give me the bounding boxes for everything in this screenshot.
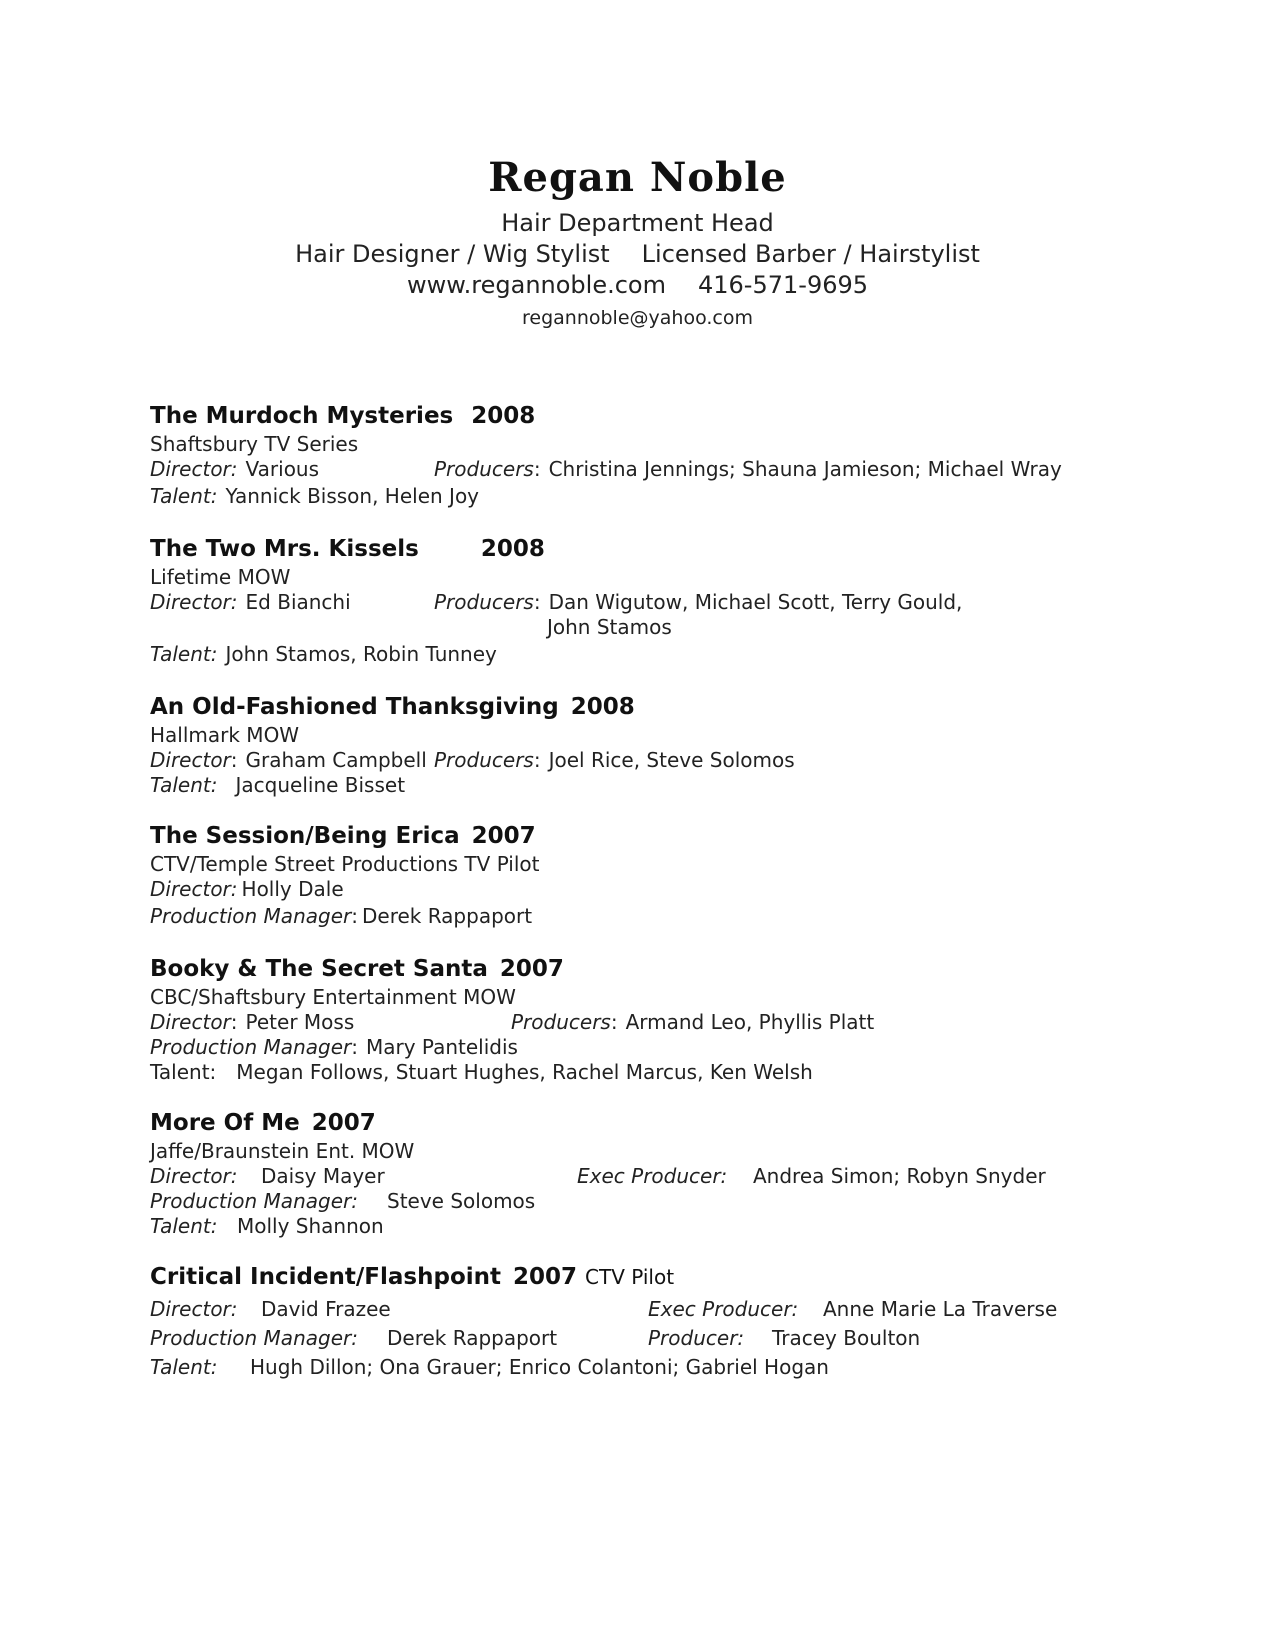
talent-value: Hugh Dillon; Ona Grauer; Enrico Colantoni; Gabriel Hogan — [250, 1355, 829, 1379]
credit-title — [150, 691, 1210, 723]
production-type: Jaffe/Braunstein Ent. MOW — [150, 1139, 415, 1163]
credit-entry — [150, 400, 1210, 511]
director-exec-line — [150, 1295, 1210, 1324]
production-name: More Of Me — [150, 1110, 300, 1136]
talent-label: Talent: — [150, 484, 218, 508]
contact-line — [0, 270, 1275, 301]
production-manager-value: Mary Pantelidis — [365, 1035, 518, 1059]
production-manager-line: Production Manager: Mary Pantelidis — [150, 1035, 518, 1059]
email-link[interactable]: regannoble@yahoo.com — [522, 307, 753, 329]
production-manager-value: Steve Solomos — [387, 1189, 536, 1213]
talent-label: Talent: — [150, 1060, 217, 1084]
production-year: 2007 — [499, 956, 564, 982]
producers-label: Producers — [511, 1010, 611, 1034]
production-manager-line: Production Manager: Derek Rappaport — [150, 904, 533, 928]
production-year: 2008 — [480, 536, 545, 562]
production-name: Critical Incident/Flashpoint — [150, 1264, 502, 1290]
production-year: 2007 — [471, 823, 536, 849]
resume-header — [0, 148, 1275, 335]
talent-label: Talent: — [150, 642, 218, 666]
producers-label: Producers — [434, 457, 534, 481]
talent-line — [150, 640, 1210, 669]
director-label: Director: — [150, 590, 238, 614]
credit-entry — [150, 1261, 1210, 1382]
producers-continued-line — [150, 615, 1210, 640]
production-name: Booky & The Secret Santa — [150, 956, 488, 982]
exec-producer-value: Anne Marie La Traverse — [823, 1297, 1058, 1321]
phone-number: 416-571-9695 — [698, 271, 869, 299]
director-value: Ed Bianchi — [245, 590, 351, 614]
credit-entry — [150, 1107, 1210, 1239]
director-label: Director: — [150, 1164, 238, 1188]
skills-line — [0, 239, 1275, 270]
director-label: Director: — [150, 1297, 238, 1321]
producers-value: Dan Wigutow, Michael Scott, Terry Gould, — [548, 590, 963, 614]
credits-list — [150, 400, 1210, 1404]
talent-label: Talent: — [150, 773, 218, 797]
credit-entry — [150, 953, 1210, 1085]
talent-line — [150, 1214, 1210, 1239]
production-manager-line — [150, 1189, 1210, 1214]
talent-value: Molly Shannon — [237, 1214, 384, 1238]
director-label: Director: — [150, 457, 238, 481]
production-manager-label: Production Manager: — [150, 1326, 358, 1350]
skill-1: Hair Designer / Wig Stylist — [295, 240, 610, 268]
credit-title — [150, 820, 1210, 852]
talent-line — [150, 482, 1210, 511]
credit-title — [150, 953, 1210, 985]
director-producer-line: Director: Various Producers: Christina Jennings; Shauna Jamieson; Michael Wray — [150, 457, 1062, 481]
producers-value: Joel Rice, Steve Solomos — [548, 748, 795, 772]
director-value: Holly Dale — [241, 877, 344, 901]
production-name: An Old-Fashioned Thanksgiving — [150, 694, 559, 720]
talent-value: Megan Follows, Stuart Hughes, Rachel Marcus, Ken Welsh — [236, 1060, 813, 1084]
exec-producer-label: Exec Producer: — [577, 1164, 728, 1188]
production-year: 2008 — [570, 694, 635, 720]
producers-value: Armand Leo, Phyllis Platt — [625, 1010, 875, 1034]
director-label: Director: — [150, 877, 238, 901]
credit-entry — [150, 820, 1210, 931]
director-exec-line — [150, 1164, 1210, 1189]
production-manager-value: Derek Rappaport — [387, 1326, 558, 1350]
credit-entry — [150, 691, 1210, 798]
production-name: The Session/Being Erica — [150, 823, 460, 849]
production-suffix: CTV Pilot — [585, 1265, 675, 1289]
talent-value: John Stamos, Robin Tunney — [225, 642, 497, 666]
production-type: Hallmark MOW — [150, 723, 300, 747]
director-producer-line: Director: Ed Bianchi Producers: Dan Wigutow, Michael Scott, Terry Gould, — [150, 590, 963, 614]
director-label: Director — [150, 1010, 231, 1034]
producer-label: Producer: — [648, 1326, 745, 1350]
director-line — [150, 877, 1210, 902]
director-value: Peter Moss — [245, 1010, 355, 1034]
producers-value: Christina Jennings; Shauna Jamieson; Michael Wray — [548, 457, 1062, 481]
producers-continued: John Stamos — [547, 615, 672, 639]
production-type: CBC/Shaftsbury Entertainment MOW — [150, 985, 516, 1009]
exec-producer-value: Andrea Simon; Robyn Snyder — [753, 1164, 1046, 1188]
credit-entry — [150, 533, 1210, 669]
production-manager-label: Production Manager — [150, 904, 352, 928]
director-value: Graham Campbell — [245, 748, 427, 772]
director-producer-line: Director: Peter Moss Producers: Armand Leo, Phyllis Platt — [150, 1010, 875, 1034]
producers-label: Producers — [434, 590, 534, 614]
talent-label: Talent: — [150, 1355, 218, 1379]
credit-title — [150, 1261, 1210, 1293]
production-year: 2008 — [471, 403, 536, 429]
production-year: 2007 — [513, 1264, 578, 1290]
director-producer-line: Director: Graham Campbell Producers: Joel Rice, Steve Solomos — [150, 748, 795, 772]
credit-title — [150, 400, 1210, 432]
director-value: Daisy Mayer — [261, 1164, 385, 1188]
director-value: David Frazee — [261, 1297, 391, 1321]
producers-label: Producers — [434, 748, 534, 772]
production-type: Shaftsbury TV Series — [150, 432, 359, 456]
production-year: 2007 — [311, 1110, 376, 1136]
talent-line — [150, 1060, 1210, 1085]
website-link[interactable]: www.regannoble.com — [406, 271, 666, 299]
producer-value: Tracey Boulton — [772, 1326, 921, 1350]
production-type: Lifetime MOW — [150, 565, 291, 589]
director-value: Various — [245, 457, 320, 481]
credit-title — [150, 1107, 1210, 1139]
credit-title — [150, 533, 1210, 565]
production-type: CTV/Temple Street Productions TV Pilot — [150, 852, 540, 876]
talent-line — [150, 773, 1210, 798]
production-manager-value: Derek Rappaport — [361, 904, 533, 928]
production-manager-producer-line — [150, 1324, 1210, 1353]
talent-line — [150, 1353, 1210, 1382]
production-manager-label: Production Manager: — [150, 1189, 358, 1213]
director-label: Director — [150, 748, 231, 772]
talent-label: Talent: — [150, 1214, 218, 1238]
production-name: The Murdoch Mysteries — [150, 403, 454, 429]
talent-value: Jacqueline Bisset — [235, 773, 406, 797]
exec-producer-label: Exec Producer: — [648, 1297, 799, 1321]
person-name: Regan Noble — [488, 154, 787, 201]
production-manager-label: Production Manager — [150, 1035, 352, 1059]
production-name: The Two Mrs. Kissels — [150, 536, 419, 562]
talent-value: Yannick Bisson, Helen Joy — [225, 484, 480, 508]
skill-2: Licensed Barber / Hairstylist — [641, 240, 980, 268]
role-line: Hair Department Head — [501, 209, 774, 237]
